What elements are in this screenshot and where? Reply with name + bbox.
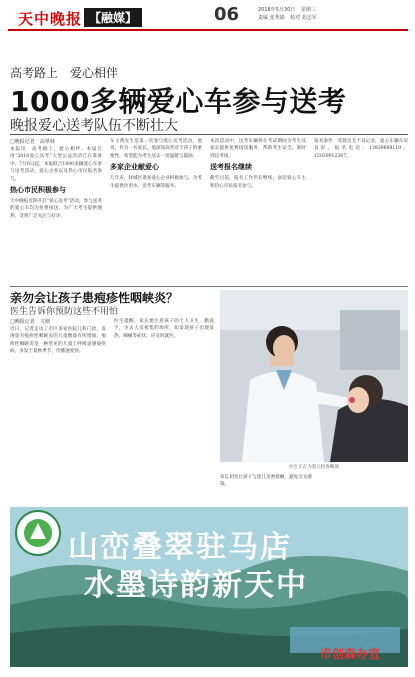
news-photo bbox=[220, 290, 408, 462]
forest-city-emblem-icon bbox=[14, 509, 62, 557]
article1-byline: □晚报记者 高翠林 bbox=[10, 139, 55, 145]
article2-column-3 bbox=[220, 474, 312, 504]
article1-paragraph: 几年来，驿城区诸多爱心企业积极参与，为考生提供饮用水、送考车辆等服务。 bbox=[110, 176, 202, 189]
article1-paragraph: 天中晚报近期开启“爱心送考”活动，参与送考的爱心车均为免费接送，为广大考生提供便利，受到广泛关注与好评。 bbox=[10, 199, 102, 219]
article2-byline: □晚报记者 文刚 bbox=[10, 319, 50, 325]
article-divider bbox=[10, 286, 408, 287]
article1-paragraph: 本报讯 高考路上，爱心相伴。本届自由“2018爱心送考”大型公益活动已在准备中，7月6日起，本报联合1000多辆爱心车参与送考活动，爱心企业以及热心市民报名参与。 bbox=[10, 147, 102, 182]
issue-date: 2018年5月30日 bbox=[258, 7, 296, 13]
section-label: 【融媒】 bbox=[84, 8, 142, 27]
article2-column-1 bbox=[10, 318, 106, 502]
headline-rule bbox=[10, 134, 408, 135]
issue-weekday: 星期三 bbox=[300, 7, 316, 13]
article1-paragraph: 车主黄先生是第一次参与爱心送考活动，他说，作为一名家长，他深知高考对于孩子的重要性，希望能为考生送去一份温暖与鼓励。 bbox=[110, 139, 202, 159]
masthead-rule bbox=[8, 29, 408, 31]
editor-credit: 责编 张秀娟 bbox=[258, 15, 285, 21]
main-subhead: 晚报爱心送考队伍不断壮大 bbox=[10, 118, 178, 134]
article1-paragraph: 截至目前，报名工作仍在继续，欢迎爱心车主和热心市民报名参与。 bbox=[210, 176, 306, 189]
article1-column-4 bbox=[314, 138, 408, 284]
doctor-examining-child-image bbox=[220, 290, 408, 462]
article1-subtitle: 热心市民积极参与 bbox=[10, 186, 66, 195]
article-kicker: 高考路上 爱心相伴 bbox=[10, 66, 119, 80]
newspaper-logo: 天中晚报 bbox=[18, 10, 83, 28]
article1-column-2 bbox=[110, 138, 202, 284]
article1-paragraph: 报名条件：驾驶员无不良记录，爱心车辆车况良好。报名电话：13839608110、15039912367。 bbox=[314, 139, 408, 159]
photo-caption: 医生正在为患儿检查咽部 bbox=[289, 465, 339, 470]
ad-title-line1: 山峦叠翠驻马店 bbox=[68, 530, 292, 565]
issue-meta bbox=[258, 6, 408, 22]
masthead bbox=[0, 0, 415, 62]
article1-column-1 bbox=[10, 138, 102, 284]
article1-paragraph: 本次活动中，送考车辆将在考试期间为考生及家长提供免费接送服务，帮助考生安全、准时到达考场。 bbox=[210, 139, 306, 159]
article1-column-3 bbox=[210, 138, 306, 284]
proofer-credit: 校对 胡志军 bbox=[290, 15, 317, 21]
article2-subhead: 医生告诉你预防这些不用怕 bbox=[10, 307, 119, 317]
article2-paragraph: 近日，记者走访了市区多家医院儿科门诊，发现患有疱疹性咽峡炎的儿童数量有所增加。疱疹性咽峡炎是一种常见的儿童上呼吸道感染疾病，多发于夏秋季节，传播速度快。 bbox=[10, 327, 106, 355]
article1-subtitle: 送考报名继续 bbox=[210, 163, 252, 172]
article2-paragraph: 家长切勿让孩子与患儿亲密接触，避免交叉感染。 bbox=[220, 475, 312, 488]
article2-headline: 亲勿会让孩子患疱疹性咽峡炎？ bbox=[10, 291, 179, 305]
ad-title-line2: 水墨诗韵新天中 bbox=[84, 568, 308, 603]
article2-column-2 bbox=[114, 318, 214, 502]
page-number: 06 bbox=[214, 4, 240, 25]
ad-sponsor-label: 市创森办宣 bbox=[320, 647, 381, 661]
article1-subtitle: 多家企业献爱心 bbox=[110, 163, 159, 172]
article2-paragraph: 医生提醒，家长要注意孩子的个人卫生，勤洗手，少去人员密集的场所，如发现孩子出现发热、咽痛等症状，应及时就医。 bbox=[114, 319, 214, 339]
main-headline: 1000多辆爱心车参与送考 bbox=[10, 85, 347, 118]
